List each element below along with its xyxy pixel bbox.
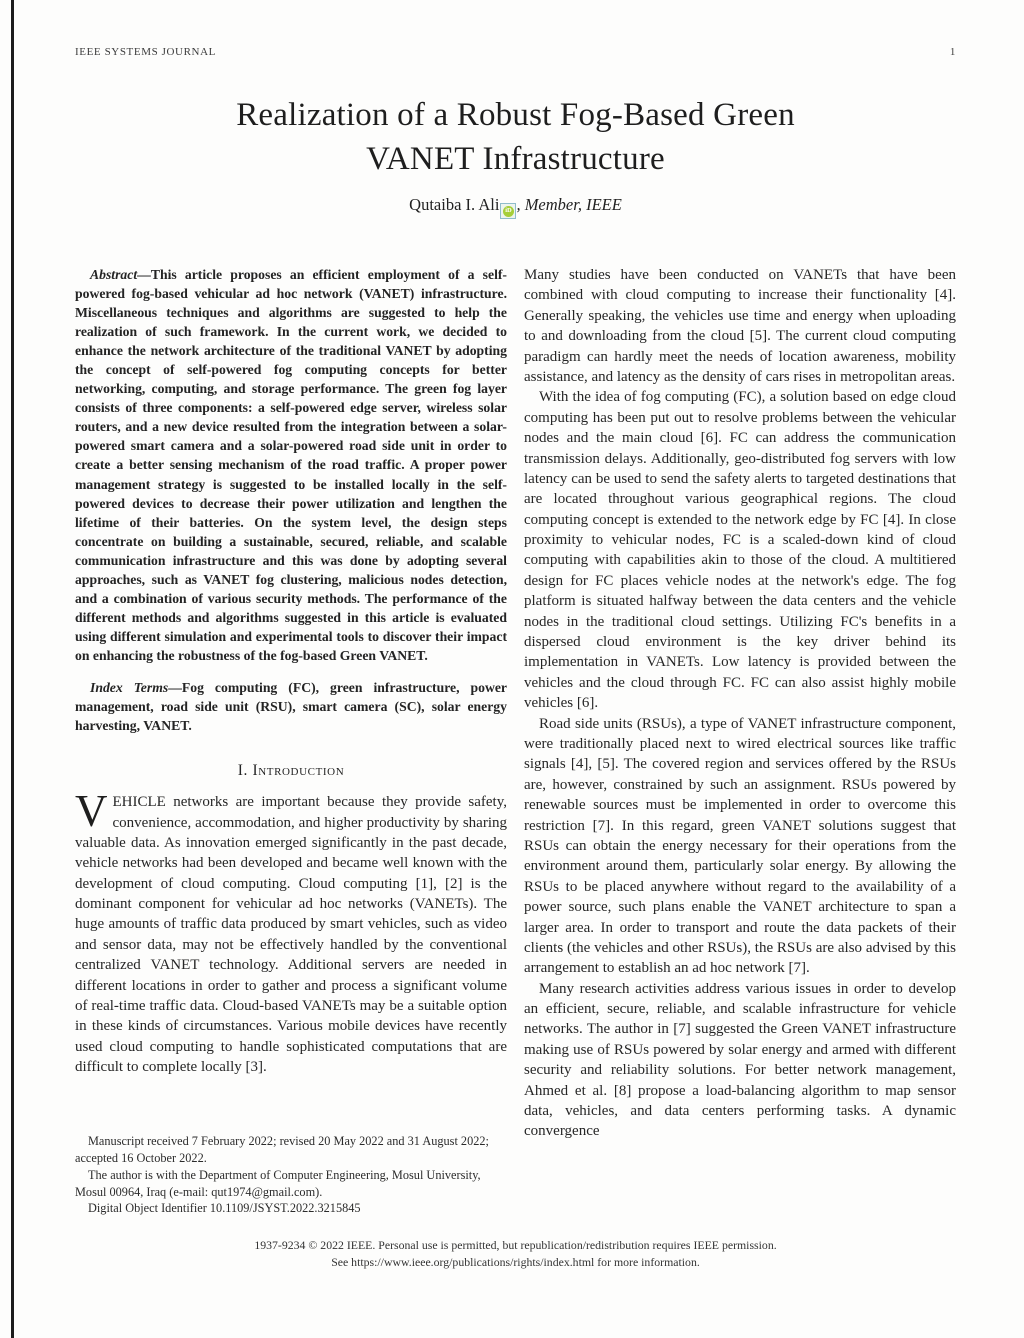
scan-edge-line [11,0,14,1338]
body-paragraph: With the idea of fog computing (FC), a solution based on edge cloud computing has been put out to resolve problems between the vehicular nodes and the main cloud [6]. FC can address the communication transmission delays. Additionally, geo-distributed fog servers with low latency can be used to send the safety alerts to targeted destinations that are located throughout various geographical regions. The cloud computing concept is extended to the network edge by FC [4]. In close proximity to vehicular nodes, FC is a scaled-down kind of cloud computing with capabilities akin to those of the cloud. A multitiered design for FC places vehicle nodes at the network's edge. The fog platform is situated halfway between the data centers and the vehicle nodes in the traditional cloud settings. Utilizing FC's benefits in a dispersed cloud environment is the key driver behind its implementation in VANETs. Low latency is provided between the vehicles and the cloud through FC. FC can also assist highly mobile vehicles [6]. [524,389,956,712]
orcid-icon-glyph: iD [503,206,514,217]
footnote-affiliation: The author is with the Department of Computer Engineering, Mosul University, Mosul 00964, Iraq (e-mail: qut1974@gmail.com). [75,1167,481,1199]
body-paragraph: Road side units (RSUs), a type of VANET infrastructure component, were traditionally placed next to wired electrical sources like traffic signals [4], [5]. The covered region and services offered by the RSUs are, however, constrained by such an assignment. RSUs powered by renewable sources must be implemented in order to overcome this restriction [7]. In this regard, green VANET solutions suggest that RSUs can obtain the energy necessary for their operations from the environment around them, particularly solar energy. By allowing the RSUs to be placed anywhere without regard to the availability of a power source, such plans enable the VANET architecture to span a larger area. In order to transport and route the data packets of their clients (the vehicles and other RSUs), the RSUs are also advised by this arrangement to establish an ad hoc network [7]. [524,715,956,977]
paper-title [75,94,956,182]
index-terms-label: Index Terms [90,679,169,695]
footer-url-line: See https://www.ieee.org/publications/rights/index.html for more information. [331,1254,700,1269]
body-paragraph: Many research activities address various issues in order to develop an efficient, secure, reliable, and scalable infrastructure for vehicle networks. The author in [7] suggested the Green VANET infrastructure making use of RSUs powered by solar energy and armed with different security and reliability solutions. For better network management, Ahmed et al. [8] propose a load-balancing algorithm to map sensor data, vehicles, and data centers performing tasks. A dynamic convergence [524,980,956,1140]
copyright-footer [75,1237,956,1270]
abstract-text: —This article proposes an efficient employment of a self-powered fog-based vehicular ad hoc network (VANET) infrastructure. Miscellaneous techniques and algorithms are suggested to help the realization of such framework. In the current work, we decided to enhance the network architecture of the traditional VANET by adopting the concept of self-powered fog computing concepts for better networking, computing, and storage performance. The green fog layer consists of three components: a self-powered edge server, wireless solar routers, and a new device resulted from the integration between a solar-powered smart camera and a solar-powered road side unit in order to create a better sensing mechanism of the road traffic. A proper power management strategy is suggested to be installed locally in the self-powered devices to decrease their power utilization and lengthen the lifetime of their batteries. On the system level, the design steps concentrate on building a sustainable, secured, reliable, and scalable communication infrastructure and this was done by adopting several approaches, such as VANET fog clustering, malicious nodes detection, and a combination of various security methods. The performance of the different methods and algorithms suggested in this article is evaluated using different simulation and experimental tools to discover their impact on enhancing the robustness of the fog-based Green VANET. [75,267,507,663]
left-column [75,265,507,1217]
intro-drop-cap: V [75,786,108,837]
page-content [75,46,956,1270]
paper-title-line1: Realization of a Robust Fog-Based Green [236,97,795,133]
index-terms-paragraph [75,678,507,735]
journal-name: IEEE SYSTEMS JOURNAL [75,46,216,58]
index-terms-text: —Fog computing (FC), green infrastructure, power management, road side unit (RSU), smart camera (SC), solar energy harvesting, VANET. [75,679,508,734]
footnote-doi: Digital Object Identifier 10.1109/JSYST.2022.3215845 [88,1201,361,1216]
paper-title-line2: VANET Infrastructure [366,140,665,177]
author-line [75,195,956,219]
footnote-manuscript: Manuscript received 7 February 2022; revised 20 May 2022 and 31 August 2022; accepted 16 October 2022. [75,1134,489,1166]
right-column [524,265,956,1217]
abstract-label: Abstract [90,267,138,282]
first-page-footnotes [75,1119,507,1217]
author-membership: , Member, IEEE [516,194,622,214]
running-header [75,46,956,58]
intro-paragraph [75,786,507,1077]
intro-paragraph-text: EHICLE networks are important because they provide safety, convenience, accommodation, and higher productivity by sharing valuable data. As innovation emerged significantly in the past decade, vehicle networks had been developed and became well known with the development of cloud computing. Cloud computing [1], [2] is the dominant component for vehicular ad hoc networks (VANETs). The huge amounts of traffic data produced by smart vehicles, such as video and sensor data, may not be effectively handled by the conventional centralized VANET technology. Additional servers are needed in different locations in order to gather and process a significant volume of real-time traffic data. Cloud-based VANETs may be a suitable option in these kinds of circumstances. Various mobile devices have recently used cloud computing to handle sophisticated computations that are difficult to complete locally [3]. [75,794,507,1076]
author-name: Qutaiba I. Ali [409,194,500,214]
body-paragraph: Many studies have been conducted on VANETs that have been combined with cloud computing to increase their functionality [4]. Generally speaking, the vehicles use time and energy when uploading to and downloading from the cloud [5]. The current cloud computing paradigm can hardly meet the needs of location awareness, mobility assistance, and latency as the density of cars rises in metropolitan areas. [524,267,956,385]
section-heading-introduction: I. Introduction [237,762,345,780]
abstract-paragraph [75,265,507,665]
page-number: 1 [949,46,956,58]
footer-copyright-line: 1937-9234 © 2022 IEEE. Personal use is permitted, but republication/redistribution requires IEEE permission. [254,1238,777,1252]
two-column-body [75,265,956,1217]
orcid-icon [500,203,516,219]
